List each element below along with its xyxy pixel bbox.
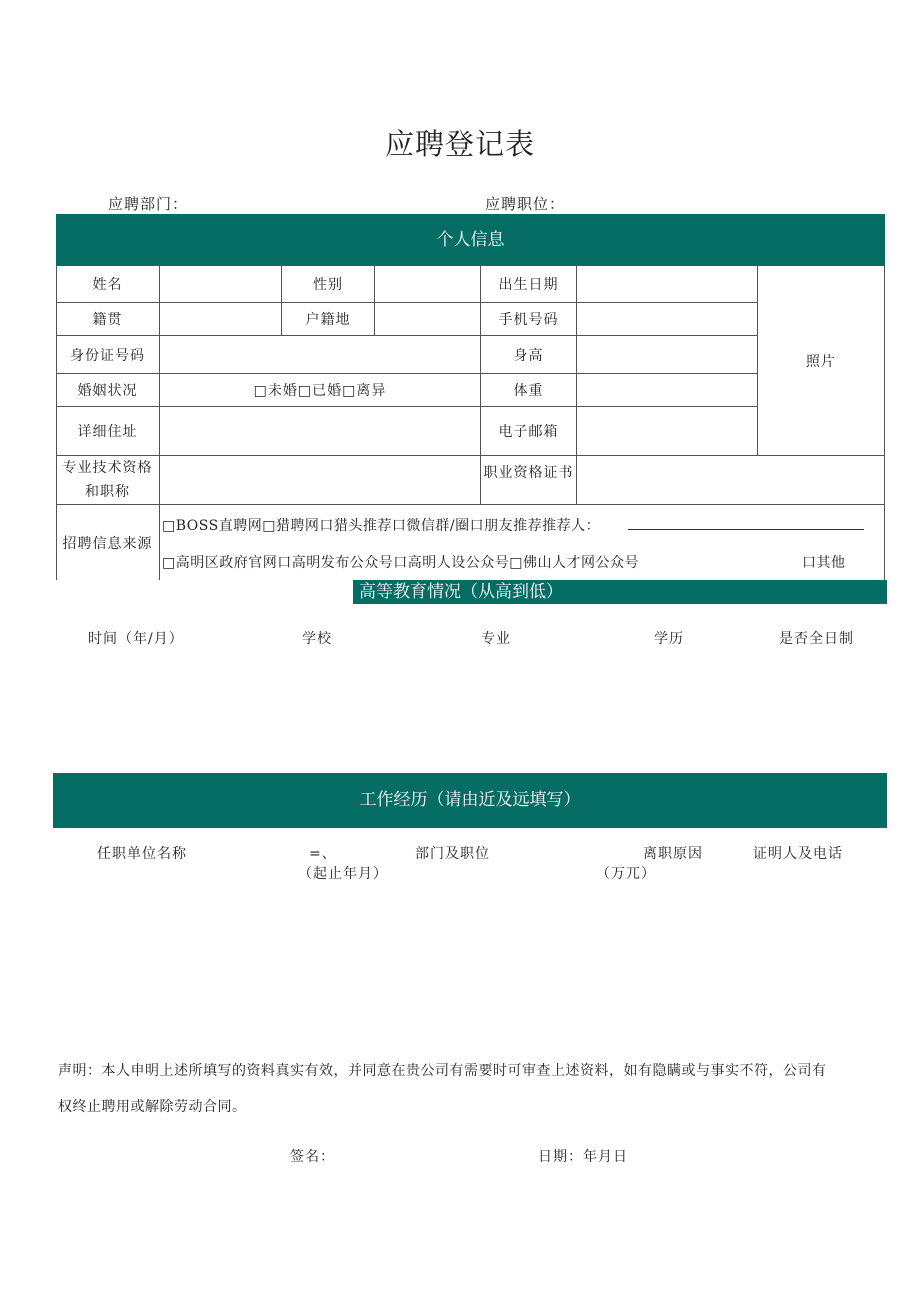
work-col-period-mark: =、 [309,846,337,862]
birth-label: 出生日期 [481,266,577,303]
edu-col-degree: 学历 [654,631,684,647]
work-col-period: （起止年月） [298,866,388,882]
vocational-cert-label: 职业资格证书 [481,456,577,505]
referrer-underline[interactable] [628,517,864,530]
marital-options[interactable]: □未婚□已婚□离异 [160,374,481,407]
native-field[interactable] [160,303,282,336]
weight-field[interactable] [577,374,758,407]
address-field[interactable] [160,407,481,456]
tech-qualification-field[interactable] [160,456,481,505]
hukou-field[interactable] [375,303,481,336]
work-col-reason: 离职原因 [643,846,703,862]
education-header: 高等教育情况（从高到低） [353,580,887,604]
recruit-source-label: 招聘信息来源 [56,505,160,580]
edu-col-fulltime: 是否全日制 [779,631,854,647]
recruit-source-options[interactable] [160,505,885,580]
personal-info-table [56,266,885,580]
id-number-label: 身份证号码 [56,336,160,374]
phone-label: 手机号码 [481,303,577,336]
weight-label: 体重 [481,374,577,407]
declaration-line1: 声明：本人申明上述所填写的资料真实有效，并同意在贵公司有需要时可审查上述资料，如有隐瞒或与事实不符，公司有 [58,1063,827,1079]
gender-field[interactable] [375,266,481,303]
gender-label: 性别 [282,266,375,303]
marital-label: 婚姻状况 [56,374,160,407]
name-field[interactable] [160,266,282,303]
height-field[interactable] [577,336,758,374]
signature-label: 签名： [290,1149,335,1165]
work-col-dept: 部门及职位 [415,846,490,862]
email-label: 电子邮箱 [481,407,577,456]
phone-field[interactable] [577,303,758,336]
work-col-salary: （万兀） [596,866,656,882]
work-col-company: 任职单位名称 [97,846,187,862]
tech-qualification-label: 专业技术资格和职称 [56,456,160,505]
birth-field[interactable] [577,266,758,303]
personal-info-header: 个人信息 [56,214,885,266]
position-label: 应聘职位： [485,195,566,213]
hukou-label: 户籍地 [282,303,375,336]
work-history-header: 工作经历（请由近及远填写） [53,773,887,828]
id-number-field[interactable] [160,336,481,374]
edu-col-period: 时间（年/月） [88,631,184,647]
edu-col-school: 学校 [302,631,332,647]
date-label: 日期：年月日 [538,1149,628,1165]
work-col-reference: 证明人及电话 [753,846,843,862]
recruit-source-other[interactable]: 口其他 [802,555,846,571]
photo-box[interactable]: 照片 [758,266,885,456]
height-label: 身高 [481,336,577,374]
native-label: 籍贯 [56,303,160,336]
email-field[interactable] [577,407,758,456]
edu-col-major: 专业 [481,631,511,647]
name-label: 姓名 [56,266,160,303]
page-title: 应聘登记表 [384,127,535,161]
recruit-source-line2[interactable]: □高明区政府官网口高明发布公众号口高明人设公众号□佛山人才网公众号 [162,555,639,571]
declaration-line2: 权终止聘用或解除劳动合同。 [58,1099,247,1115]
address-label: 详细住址 [56,407,160,456]
vocational-cert-field[interactable] [577,456,885,505]
department-label: 应聘部门： [108,195,189,213]
recruit-source-line1[interactable]: □BOSS直聘网□猎聘网口猎头推荐口微信群/圈口朋友推荐推荐人： [162,518,601,534]
